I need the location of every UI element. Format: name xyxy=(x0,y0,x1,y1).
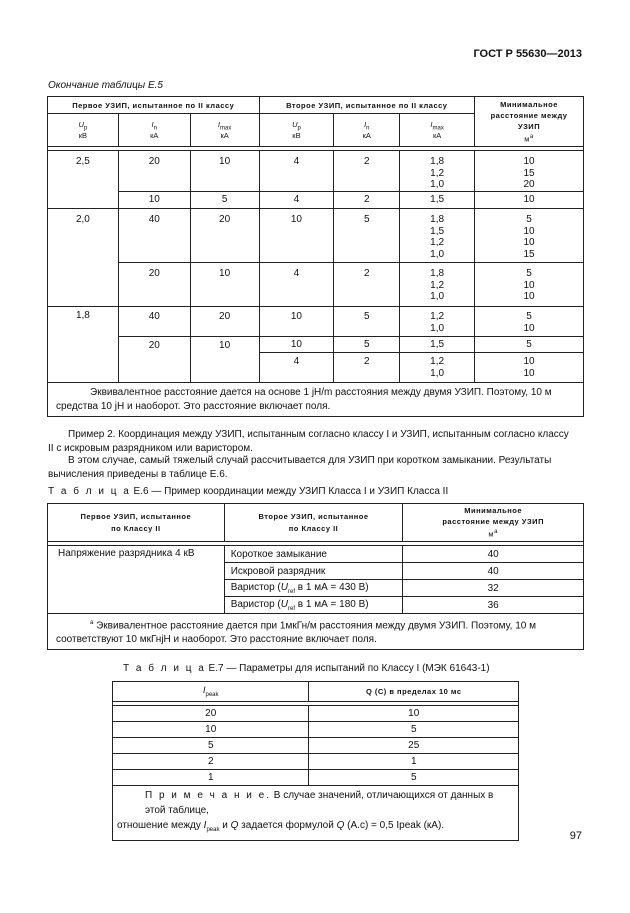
table-row: 1 5 xyxy=(113,770,519,786)
table-e7 xyxy=(112,681,519,841)
table-row: 10 5 xyxy=(113,722,519,738)
table-row: 2,0 40 20 10 5 1,8 1,5 1,2 1,0 5 10 10 15 xyxy=(48,209,584,263)
document-id: ГОСТ Р 55630—2013 xyxy=(473,48,582,60)
paragraph-example2: Пример 2. Координация между УЗИП, испытанным согласно классу I и УЗИП, испытанным согласно классу II с искровым разрядником или варистором. xyxy=(48,429,569,454)
table-row: Напряжение разрядника 4 кВ Короткое замыкание 40 xyxy=(48,546,584,563)
table-row: Искровой разрядник 40 xyxy=(48,563,584,580)
e6-first-spd: Напряжение разрядника 4 кВ xyxy=(48,546,225,614)
table-e5 xyxy=(47,96,584,417)
page-number: 97 xyxy=(569,830,582,842)
table-e6-title: Т а б л и ц а Е.6 — Пример координации между УЗИП Класса I и УЗИП Класса II xyxy=(48,486,449,497)
group2-header: Второе УЗИП, испытанное по II классу xyxy=(259,97,475,114)
table-row: 2,5 20 10 4 2 1,8 1,2 1,0 10 15 20 xyxy=(48,151,584,192)
table-e6-footnote: $^а$ Эквивалентное расстояние дается при 1мкГн/м расстояния между двумя УЗИП. Поэтому, 10 м соответствуют 10 мкГнjH и наоборот. Это расстояние включает поля. xyxy=(48,614,584,650)
table-e5-caption: Окончание таблицы Е.5 xyxy=(48,80,163,91)
col-up2: $U_p$ кВ xyxy=(259,114,334,147)
table-row: Варистор ($U_{ref}$ в 1 мА = 430 В) 32 xyxy=(48,580,584,597)
table-row: 20 10 4 2 1,8 1,2 1,0 5 10 10 xyxy=(48,263,584,307)
e7-header-ipeak: $I_{peak}$ xyxy=(113,682,309,702)
col-in2: $I_n$ кА xyxy=(334,114,400,147)
col-imax1: $I_{max}$ кА xyxy=(190,114,259,147)
table-e6 xyxy=(47,503,584,650)
col-up1: $U_p$ кВ xyxy=(48,114,119,147)
col-imax2: $I_{max}$ кА xyxy=(400,114,475,147)
table-e5-footnote: Эквивалентное расстояние дается на основе 1 jH/m расстояния между двумя УЗИП. Поэтому, 10 м средства 10 jH и наоборот. Это расстояние включает поля. xyxy=(48,383,584,417)
table-row: 1,8 40 20 10 5 1,2 1,0 5 10 xyxy=(48,307,584,337)
table-e7-title: Т а б л и ц а Е.7 — Параметры для испытаний по Классу I (МЭК 61643-1) xyxy=(123,663,490,674)
col-in1: $I_n$ кА xyxy=(118,114,190,147)
paragraph-worst-case: В этом случае, самый тяжелый случай рассчитывается для УЗИП при коротком замыкании. Результаты вычисления приведены в таблице Е.6. xyxy=(48,455,552,480)
table-row: 10 5 4 2 1,5 10 xyxy=(48,192,584,209)
table-row: Варистор ($U_{ref}$ в 1 мА = 180 В) 36 xyxy=(48,597,584,614)
e6-header-first: Первое УЗИП, испытанное по Классу II xyxy=(48,504,225,542)
min-distance-header: Минимальное расстояние между УЗИП $м^а$ xyxy=(475,97,584,147)
table-row: 20 10 10 5 1,5 5 xyxy=(48,337,584,353)
table-e7-note: П р и м е ч а н и е. В случае значений, отличающихся от данных в этой таблице, отношение между $I_{peak}$ и Q задается формулой Q (A.c) = 0,5 Ipeak (кА). xyxy=(113,786,519,841)
table-row: 20 10 xyxy=(113,706,519,722)
table-row: 5 25 xyxy=(113,738,519,754)
e6-header-second: Второе УЗИП, испытанное по Классу II xyxy=(224,504,403,542)
table-row: 2 1 xyxy=(113,754,519,770)
group1-header: Первое УЗИП, испытанное по II классу xyxy=(48,97,260,114)
e6-header-distance: Минимальное расстояние между УЗИП $м^а$ xyxy=(403,504,584,542)
e7-header-q: Q (С) в пределах 10 мс xyxy=(309,682,519,702)
table-row: 4 2 1,2 1,0 10 10 xyxy=(48,353,584,383)
